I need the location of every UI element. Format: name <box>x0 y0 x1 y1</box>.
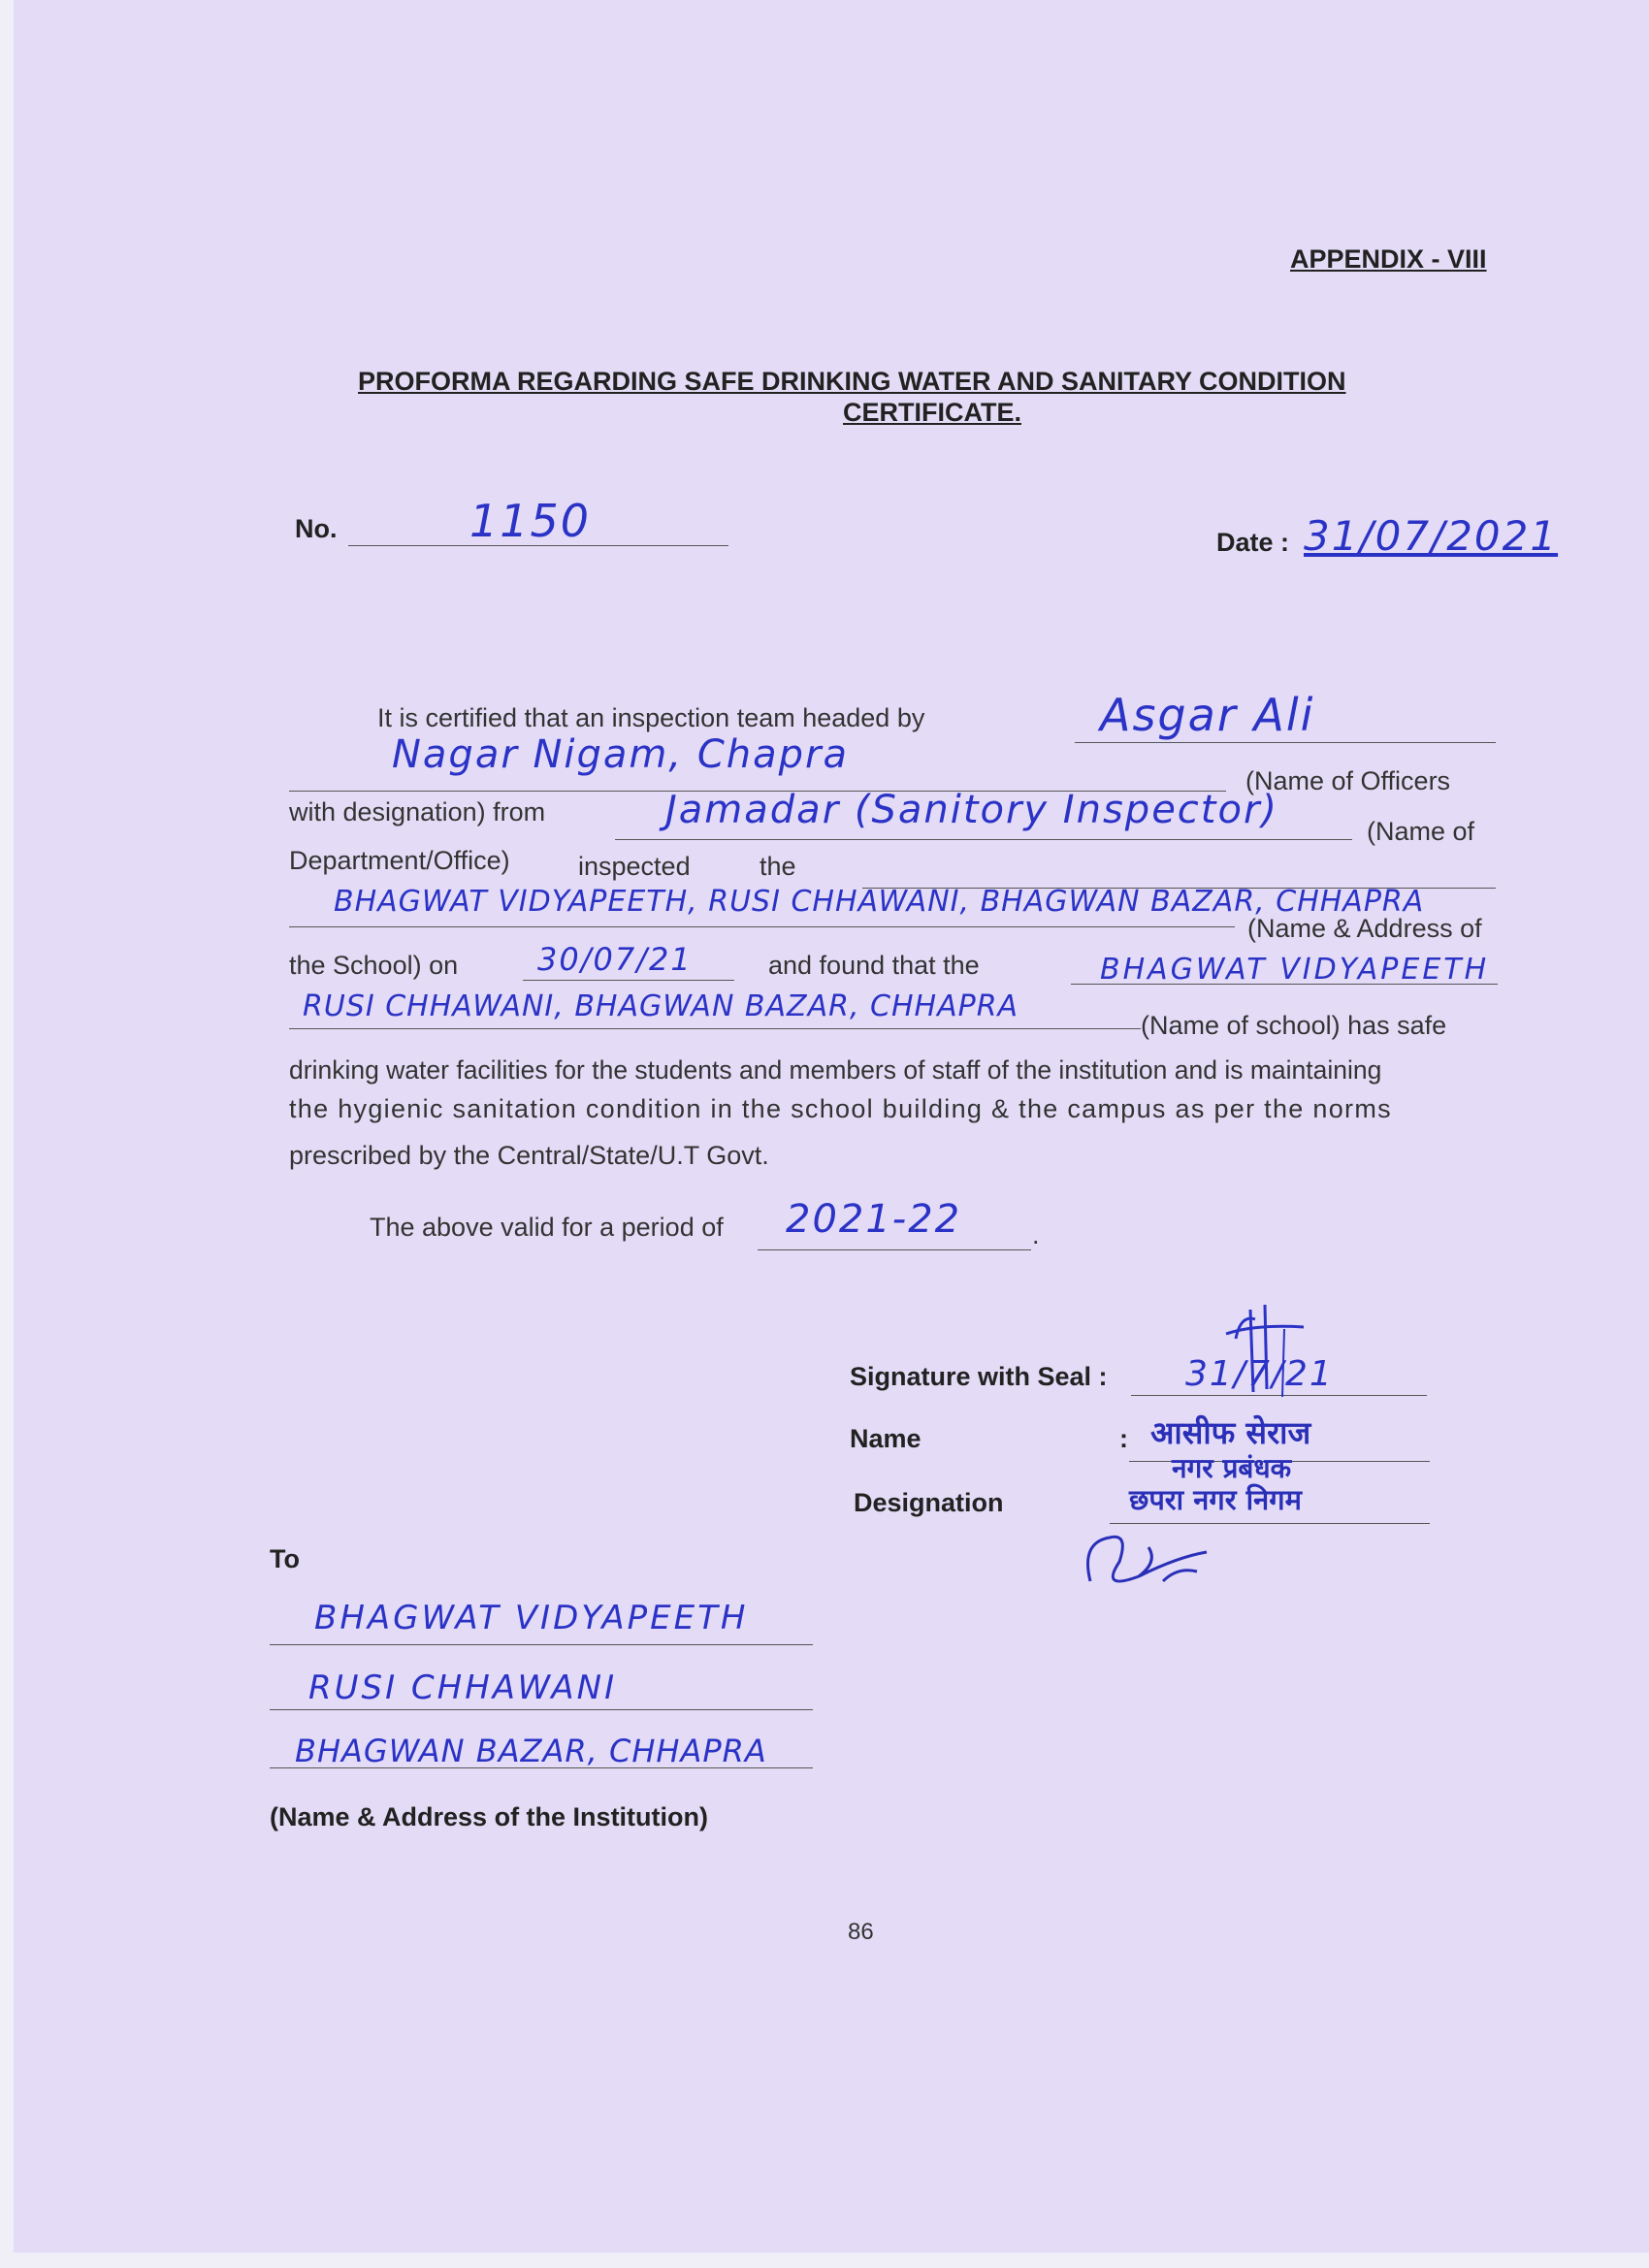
title-line-1: PROFORMA REGARDING SAFE DRINKING WATER AND SANITARY CONDITION <box>358 367 1346 396</box>
school-name-rule-2 <box>289 1028 1141 1029</box>
initials-scribble-icon <box>1071 1523 1236 1601</box>
validity-period: 2021-22 <box>786 1197 962 1242</box>
appendix-label: APPENDIX - VIII <box>1290 244 1487 274</box>
school-name-1: BHAGWAT VIDYAPEETH <box>1100 953 1490 987</box>
school-name-2: RUSI CHHAWANI, BHAGWAN BAZAR, CHHAPRA <box>303 989 1019 1023</box>
address-rule <box>289 926 1235 927</box>
para-text-7: the <box>760 852 796 881</box>
para-text-1: It is certified that an inspection team headed by <box>377 703 925 732</box>
seal-name: आसीफ सेराज <box>1150 1414 1311 1451</box>
para-text-2: (Name of Officers <box>1245 766 1451 795</box>
designation-label: Designation <box>854 1488 1004 1517</box>
para-text-4: (Name of <box>1367 817 1475 846</box>
seal-designation-1: नगर प्रबंधक <box>1172 1452 1292 1484</box>
no-label: No. <box>295 514 338 543</box>
signature-date: 31/7/21 <box>1185 1354 1334 1394</box>
no-value: 1150 <box>469 495 592 547</box>
officer-name: Asgar Ali <box>1100 689 1315 741</box>
para-text-12: drinking water facilities for the students and members of staff of the institution and is maintaining <box>289 1055 1382 1085</box>
name-label: Name <box>850 1424 922 1453</box>
to-line-3: BHAGWAN BAZAR, CHHAPRA <box>295 1733 767 1769</box>
para-text-14: prescribed by the Central/State/U.T Govt. <box>289 1141 769 1170</box>
validity-label: The above valid for a period of <box>370 1213 724 1242</box>
school-name-rule-1 <box>1071 984 1498 985</box>
para-text-9: the School) on <box>289 951 459 980</box>
officer-rule <box>1075 742 1496 743</box>
title-line-2: CERTIFICATE. <box>843 398 1021 427</box>
para-text-11: (Name of school) has safe <box>1141 1011 1447 1040</box>
name-colon: : <box>1119 1424 1128 1453</box>
para-text-8: (Name & Address of <box>1247 914 1482 943</box>
to-caption: (Name & Address of the Institution) <box>270 1802 709 1831</box>
signature-label: Signature with Seal : <box>850 1362 1108 1391</box>
department-name: Jamadar (Sanitory Inspector) <box>665 788 1278 832</box>
date-label: Date : <box>1216 528 1290 557</box>
para-text-3: with designation) from <box>289 797 546 826</box>
inspection-date: 30/07/21 <box>537 941 693 978</box>
school-address: BHAGWAT VIDYAPEETH, RUSI CHHAWANI, BHAGWAN BAZAR, CHHAPRA <box>334 885 1425 919</box>
certificate-page <box>14 0 1649 2252</box>
para-text-13: the hygienic sanitation condition in the school building & the campus as per the norms <box>289 1094 1392 1123</box>
para-text-6: inspected <box>578 852 691 881</box>
to-rule-3 <box>270 1767 813 1768</box>
seal-designation-2: छपरा नगर निगम <box>1129 1483 1302 1516</box>
date-value: 31/07/2021 <box>1304 512 1559 560</box>
officer-office: Nagar Nigam, Chapra <box>392 732 849 777</box>
validity-rule <box>758 1249 1031 1250</box>
to-line-2: RUSI CHHAWANI <box>308 1669 618 1707</box>
page-number: 86 <box>848 1919 874 1945</box>
validity-end: . <box>1032 1220 1040 1249</box>
to-line-1: BHAGWAT VIDYAPEETH <box>314 1599 749 1637</box>
to-rule-1 <box>270 1644 813 1645</box>
para-text-10: and found that the <box>768 951 980 980</box>
initial-scribble <box>1071 1523 1236 1601</box>
department-rule <box>615 839 1352 840</box>
para-text-5: Department/Office) <box>289 846 510 875</box>
to-label: To <box>270 1544 300 1573</box>
to-rule-2 <box>270 1709 813 1710</box>
date-inspected-rule <box>523 980 734 981</box>
